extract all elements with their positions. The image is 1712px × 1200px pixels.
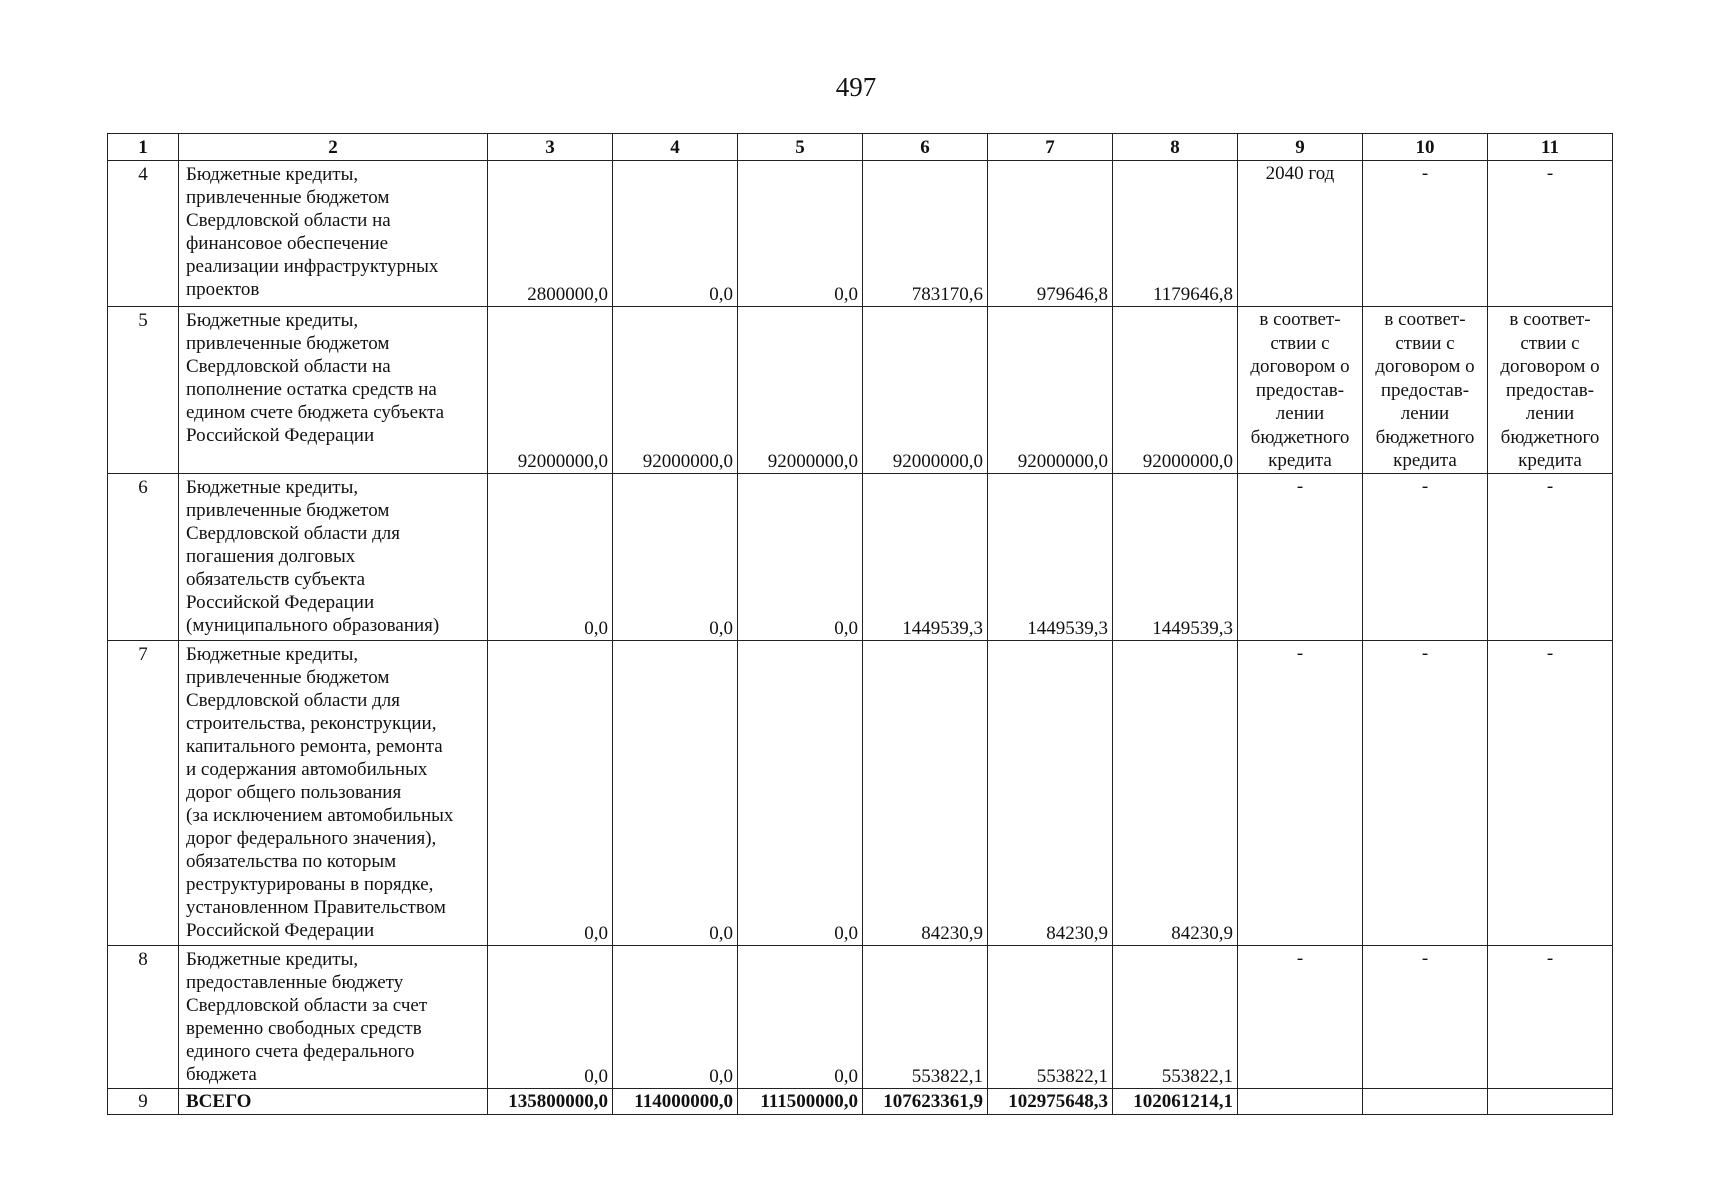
column-header: 2 <box>179 134 488 161</box>
table-row <box>108 641 1613 946</box>
row-note: - <box>1488 946 1613 1089</box>
row-note: - <box>1488 474 1613 641</box>
row-number: 6 <box>108 474 179 641</box>
total-number: 9 <box>108 1089 179 1115</box>
row-number: 8 <box>108 946 179 1089</box>
row-value: 92000000,0 <box>988 307 1113 474</box>
row-value: 0,0 <box>488 946 613 1089</box>
row-value: 0,0 <box>613 474 738 641</box>
page-number: 497 <box>835 72 877 102</box>
row-value: 92000000,0 <box>613 307 738 474</box>
row-value: 92000000,0 <box>738 307 863 474</box>
row-name: Бюджетные кредиты, привлеченные бюджетом Свердловской области для строительства, реконструкции, капитального ремонта, ремонта и содержания автомобильных дорог общего пользования (за исключением автомобильных дорог федерального значения), обязательства по которым реструктурированы в порядке, установленном Правительством Российской Федерации <box>179 641 488 946</box>
column-header: 10 <box>1363 134 1488 161</box>
total-value: 111500000,0 <box>738 1089 863 1115</box>
row-value: 92000000,0 <box>863 307 988 474</box>
row-note: в соответ- ствии с договором о предостав- лении бюджетного кредита <box>1363 307 1488 474</box>
table-row <box>108 946 1613 1089</box>
row-name: Бюджетные кредиты, предоставленные бюджету Свердловской области за счет временно свободных средств единого счета федерального бюджета <box>179 946 488 1089</box>
table-row <box>108 161 1613 307</box>
column-header: 4 <box>613 134 738 161</box>
row-value: 1449539,3 <box>863 474 988 641</box>
column-header: 3 <box>488 134 613 161</box>
row-value: 0,0 <box>738 946 863 1089</box>
total-note <box>1363 1089 1488 1115</box>
row-value: 2800000,0 <box>488 161 613 307</box>
row-note: - <box>1363 474 1488 641</box>
row-note: - <box>1488 161 1613 307</box>
row-note: в соответ- ствии с договором о предостав- лении бюджетного кредита <box>1238 307 1363 474</box>
row-value: 92000000,0 <box>1113 307 1238 474</box>
row-name: Бюджетные кредиты, привлеченные бюджетом Свердловской области на пополнение остатка средств на едином счете бюджета субъекта Российской Федерации <box>179 307 488 474</box>
total-value: 102061214,1 <box>1113 1089 1238 1115</box>
row-value: 1179646,8 <box>1113 161 1238 307</box>
total-label: ВСЕГО <box>179 1089 488 1115</box>
row-value: 1449539,3 <box>988 474 1113 641</box>
row-value: 1449539,3 <box>1113 474 1238 641</box>
table-row <box>108 307 1613 474</box>
column-header: 7 <box>988 134 1113 161</box>
row-note: - <box>1363 946 1488 1089</box>
row-value: 0,0 <box>488 474 613 641</box>
row-note: 2040 год <box>1238 161 1363 307</box>
column-header: 11 <box>1488 134 1613 161</box>
row-value: 553822,1 <box>1113 946 1238 1089</box>
row-value: 553822,1 <box>863 946 988 1089</box>
row-value: 84230,9 <box>863 641 988 946</box>
row-value: 0,0 <box>488 641 613 946</box>
budget-credits-table <box>107 133 1613 1115</box>
row-note: - <box>1238 641 1363 946</box>
row-name: Бюджетные кредиты, привлеченные бюджетом Свердловской области на финансовое обеспечение реализации инфраструктурных проектов <box>179 161 488 307</box>
row-value: 0,0 <box>613 161 738 307</box>
column-header: 9 <box>1238 134 1363 161</box>
row-note: в соответ- ствии с договором о предостав- лении бюджетного кредита <box>1488 307 1613 474</box>
column-header: 6 <box>863 134 988 161</box>
row-value: 0,0 <box>738 161 863 307</box>
row-value: 0,0 <box>613 946 738 1089</box>
row-number: 5 <box>108 307 179 474</box>
total-value: 114000000,0 <box>613 1089 738 1115</box>
row-name: Бюджетные кредиты, привлеченные бюджетом Свердловской области для погашения долговых обязательств субъекта Российской Федерации (муниципального образования) <box>179 474 488 641</box>
total-value: 107623361,9 <box>863 1089 988 1115</box>
row-value: 0,0 <box>613 641 738 946</box>
row-number: 4 <box>108 161 179 307</box>
column-header: 5 <box>738 134 863 161</box>
row-value: 783170,6 <box>863 161 988 307</box>
total-value: 102975648,3 <box>988 1089 1113 1115</box>
row-value: 553822,1 <box>988 946 1113 1089</box>
row-value: 84230,9 <box>1113 641 1238 946</box>
row-value: 979646,8 <box>988 161 1113 307</box>
row-note: - <box>1238 946 1363 1089</box>
row-note: - <box>1238 474 1363 641</box>
row-number: 7 <box>108 641 179 946</box>
row-value: 0,0 <box>738 641 863 946</box>
total-note <box>1488 1089 1613 1115</box>
total-row <box>108 1089 1613 1115</box>
row-value: 84230,9 <box>988 641 1113 946</box>
header-row <box>108 134 1613 161</box>
row-value: 92000000,0 <box>488 307 613 474</box>
total-note <box>1238 1089 1363 1115</box>
row-value: 0,0 <box>738 474 863 641</box>
row-note: - <box>1488 641 1613 946</box>
total-value: 135800000,0 <box>488 1089 613 1115</box>
table-row <box>108 474 1613 641</box>
row-note: - <box>1363 641 1488 946</box>
column-header: 8 <box>1113 134 1238 161</box>
column-header: 1 <box>108 134 179 161</box>
row-note: - <box>1363 161 1488 307</box>
